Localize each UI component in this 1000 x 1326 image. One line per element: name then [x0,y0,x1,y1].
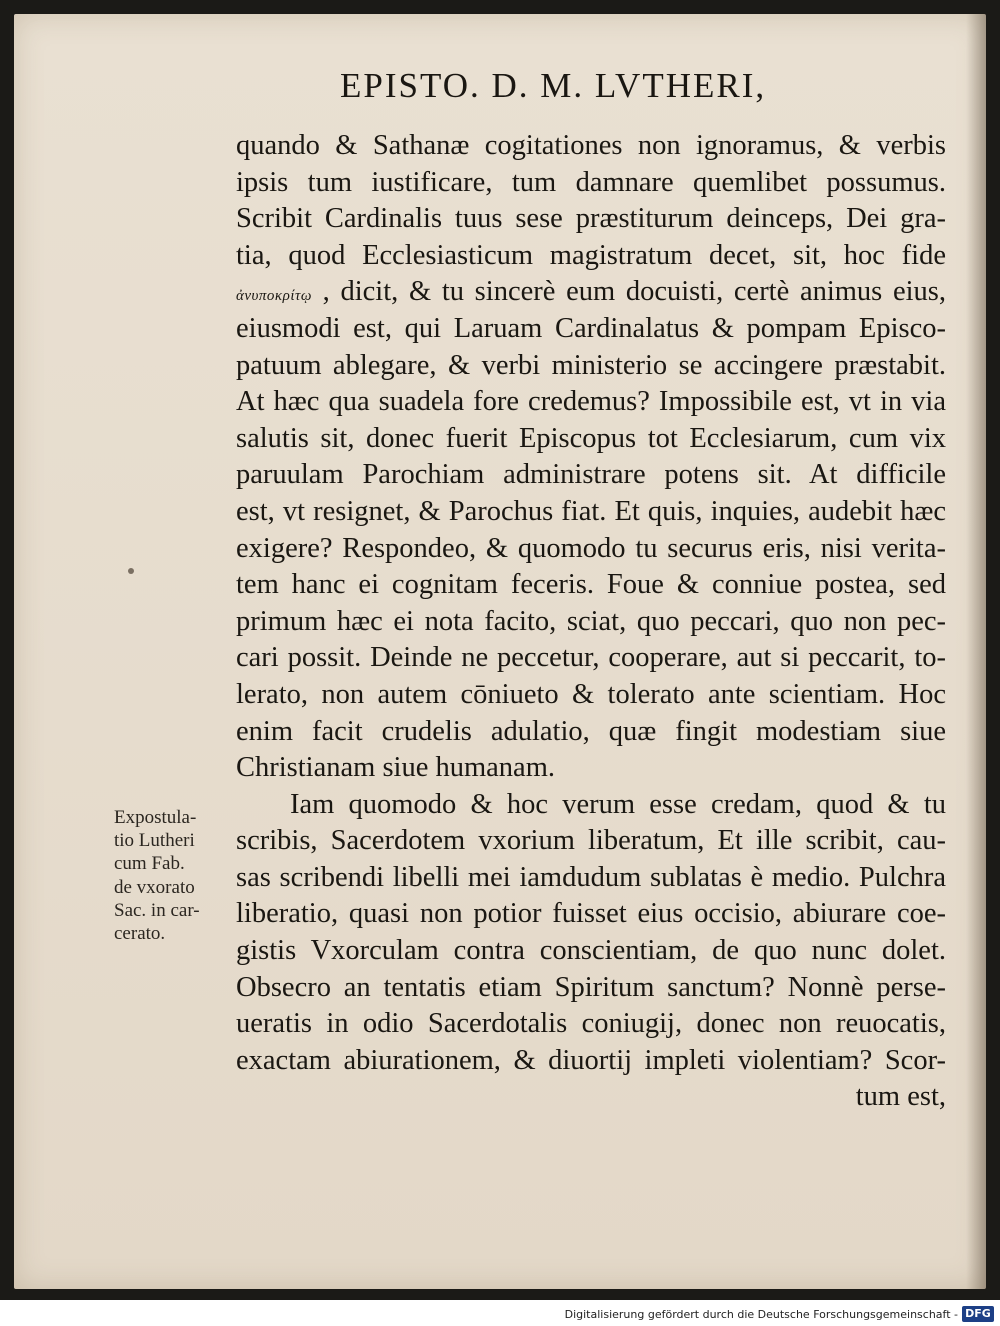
marginal-note [114,806,234,945]
text-line [236,787,946,824]
text-line [236,311,946,348]
text-line [236,604,946,641]
marginal-note-line: tio Lutheri [114,830,195,852]
running-head: EPISTO. D. M. LVTHERI, [340,66,767,105]
text-line-content: , dicit, & tu sincerè eum docuisti, certè animus eius, [322,276,946,308]
text-line-content: Iam quomodo & hoc verum esse credam, quod & tu [290,788,946,820]
text-line [236,1043,946,1080]
text-line-content: ipsis tum iustificare, tum damnare quemlibet possumus. [236,166,946,198]
main-text-block [236,128,946,1116]
text-line-content: tia, quod Ecclesiasticum magistratum decet, sit, hoc fide [236,239,946,271]
text-line-content: gistis Vxorculam contra conscientiam, de quo nunc dolet. [236,935,946,967]
text-line [236,421,946,458]
text-line [236,860,946,897]
marginal-note-line: cum Fab. [114,853,185,875]
text-line-content: enim facit crudelis adulatio, quæ fingit modestiam siue [236,715,946,747]
text-line-content: tem hanc ei cognitam feceris. Foue & conniue postea, sed [236,569,946,601]
text-line [236,165,946,202]
text-line [236,677,946,714]
footer-credit: Digitalisierung gefördert durch die Deutsche Forschungsgemeinschaft - [564,1308,958,1321]
text-line [236,457,946,494]
text-line [236,1006,946,1043]
text-line [236,970,946,1007]
text-line-content: Scribit Cardinalis tuus sese præstiturum deinceps, Dei gra- [236,203,946,235]
text-line-content: Christianam siue humanam. [236,752,555,784]
text-line-content: exactam abiurationem, & diuortij impleti violentiam? Scor- [236,1044,946,1076]
text-line-content: patuum ablegare, & verbi ministerio se accingere præstabit. [236,349,946,381]
text-line [236,640,946,677]
text-line-content: paruulam Parochiam administrare potens sit. At difficile [236,459,946,491]
text-line-content: salutis sit, donec fuerit Episcopus tot Ecclesiarum, cum vix [236,422,946,454]
text-line [236,567,946,604]
text-line [236,933,946,970]
text-line-content: At hæc qua suadela fore credemus? Impossibile est, vt in via [236,386,946,418]
marginal-note-line: Expostula- [114,807,197,828]
text-line [236,823,946,860]
text-line-content: tum est, [855,1081,946,1113]
text-line [236,750,946,787]
marginal-note-line: cerato. [114,922,166,944]
text-line-content: eiusmodi est, qui Laruam Cardinalatus & pompam Episco- [236,312,946,344]
footer-bar [0,1300,1000,1326]
page-gutter-shadow [966,14,986,1289]
text-line-content: Obsecro an tentatis etiam Spiritum sanctum? Nonnè perse- [236,971,946,1003]
marginal-note-line: de vxorato [114,876,195,898]
text-line [236,128,946,165]
text-line [236,896,946,933]
text-line [236,494,946,531]
margin-dot-mark [128,568,134,574]
text-line-content: scribis, Sacerdotem vxorium liberatum, Et ille scribit, cau- [236,825,946,857]
text-line [236,384,946,421]
text-line [236,348,946,385]
text-line [236,714,946,751]
text-line [236,274,946,311]
text-line [236,201,946,238]
text-line-content: exigere? Respondeo, & quomodo tu securus eris, nisi verita- [236,532,946,564]
text-line-content: primum hæc ei nota facito, sciat, quo peccari, quo non pec- [236,605,946,637]
text-line [236,531,946,568]
text-line-content: lerato, non autem cōniueto & tolerato ante scientiam. Hoc [236,678,946,710]
text-line-content: ueratis in odio Sacerdotalis coniugij, donec non reuocatis, [236,1008,946,1040]
dfg-logo: DFG [962,1306,994,1322]
text-line-content: sas scribendi libelli mei iamdudum sublatas è medio. Pulchra [236,861,946,893]
text-line-content: quando & Sathanæ cogitationes non ignoramus, & verbis [236,130,946,161]
text-line-content: est, vt resignet, & Parochus fiat. Et quis, inquies, audebit hæc [236,495,946,527]
text-line [236,1079,946,1116]
text-line [236,238,946,275]
marginal-note-line: Sac. in car- [114,899,200,921]
text-line-content: liberatio, quasi non potior fuisset eius occisio, abiurare coe- [236,898,946,930]
text-line-content: cari possit. Deinde ne peccetur, cooperare, aut si peccarit, to- [236,642,946,674]
greek-word: ἀνυποκρίτῳ [236,288,312,305]
